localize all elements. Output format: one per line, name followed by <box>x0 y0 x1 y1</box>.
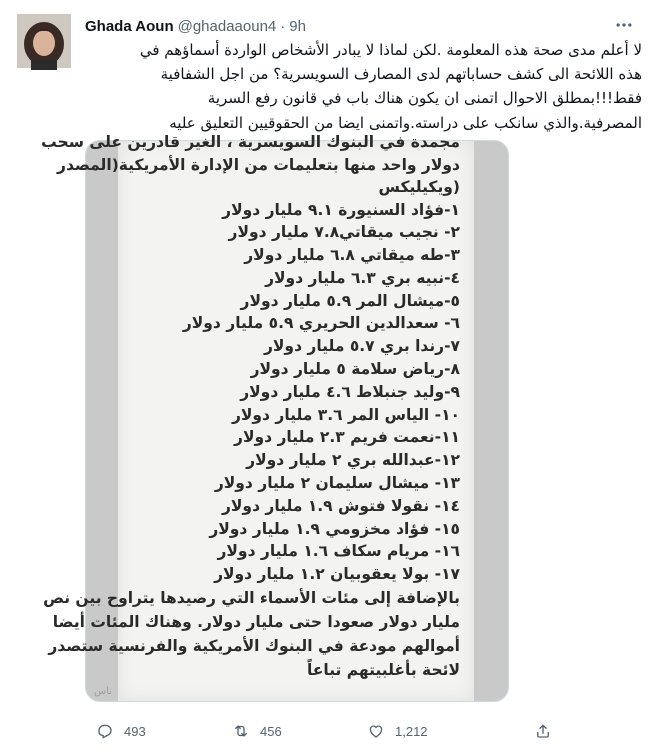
list-item: ١٢-عبدالله بري ٢ مليار دولار <box>246 451 460 470</box>
tweet-media-image[interactable] <box>41 133 509 702</box>
tweet-text-line: فقط!!!بمطلق الاحوال اتمنى ان يكون هناك باب في قانون رفع السرية <box>207 89 642 108</box>
document-outro-line: بالإضافة إلى مئات الأسماء التي رصيدها يتراوح بين نص <box>43 589 460 608</box>
reply-button[interactable] <box>96 716 146 746</box>
list-item: ٥-ميشال المر ٥.٩ مليار دولار <box>240 291 460 310</box>
list-item: ٣-طه ميقاتي ٦.٨ مليار دولار <box>244 246 460 265</box>
list-item: ١١-نعمت فريم ٢.٣ مليار دولار <box>234 428 460 447</box>
tweet-timestamp[interactable]: 9h <box>289 17 306 35</box>
document-outro-line: أموالهم مودعة في البنوك الأمريكية والفرنسية ستصدر <box>48 637 460 656</box>
tweet-text-line: هذه اللائحة الى كشف حساباتهم لدى المصارف السويسرية؟ من اجل الشفافية <box>160 65 642 84</box>
avatar[interactable] <box>17 14 71 68</box>
list-item: ١٠- الياس المر ٣.٦ مليار دولار <box>231 405 460 424</box>
retweet-icon <box>232 722 250 740</box>
share-button[interactable] <box>534 716 552 746</box>
tweet-text <box>85 38 642 135</box>
author-display-name[interactable]: Ghada Aoun <box>85 17 174 35</box>
tweet-header <box>85 16 306 36</box>
author-handle[interactable]: @ghadaaoun4 <box>177 17 277 35</box>
heart-icon <box>367 722 385 740</box>
list-item: ٤-نبيه بري ٦.٣ مليار دولار <box>265 268 460 287</box>
header-separator: · <box>280 17 286 35</box>
list-item: ٩-وليد جنبلاط ٤.٦ مليار دولار <box>240 382 460 401</box>
document-intro-line: (ويكيليكس <box>378 178 460 196</box>
list-item: ١-فؤاد السنيورة ٩.١ مليار دولار <box>222 200 460 219</box>
list-item: ١٣- ميشال سليمان ٢ مليار دولار <box>214 474 460 493</box>
document-outro-line: لائحة بأغلبيتهم تباعاً <box>306 661 460 680</box>
like-button[interactable] <box>367 716 428 746</box>
document-outro-line: مليار دولار صعودا حتى مليار دولار. وهناك المئات أيضا <box>52 613 460 632</box>
reply-icon <box>96 722 114 740</box>
list-item: ١٤- نقولا فتوش ١.٩ مليار دولار <box>221 496 460 515</box>
image-watermark: ناس <box>94 686 113 697</box>
share-icon <box>534 722 552 740</box>
list-item: ٢- نجيب ميقاتي٧.٨ مليار دولار <box>228 223 460 242</box>
more-options-button[interactable] <box>611 14 637 36</box>
avatar-image <box>17 14 71 68</box>
list-item: ١٧- بولا يعقوبيان ١.٢ مليار دولار <box>214 565 460 584</box>
tweet-text-line: لا أعلم مدى صحة هذه المعلومة .لكن لماذا لا يبادر الأشخاص الواردة أسماؤهم في <box>139 41 642 59</box>
list-item: ١٦- مريام سكاف ١.٦ مليار دولار <box>217 542 460 561</box>
tweet-actions-bar <box>85 716 555 746</box>
list-item: ٧-رندا بري ٥.٧ مليار دولار <box>263 337 460 356</box>
more-horizontal-icon <box>614 15 634 35</box>
list-item: ١٥- فؤاد مخزومي ١.٩ مليار دولار <box>209 519 460 538</box>
reply-count: 493 <box>124 723 146 739</box>
tweet-text-line: المصرفية.والذي سانكب على دراسته.واتمنى ايضا من الحقوقيين التعليق عليه <box>169 113 642 132</box>
list-item: ٦- سعدالدين الحريري ٥.٩ مليار دولار <box>182 314 460 333</box>
like-count: 1,212 <box>395 723 428 739</box>
retweet-count: 456 <box>260 723 282 739</box>
document-intro-line: مجمدة في البنوك السويسرية ، الغير قادرين على سحب <box>41 133 460 151</box>
retweet-button[interactable] <box>232 716 282 746</box>
document-intro-line: دولار واحد منها بتعليمات من الإدارة الأمريكية(المصدر <box>57 155 460 174</box>
list-item: ٨-رياض سلامة ٥ مليار دولار <box>250 360 460 379</box>
